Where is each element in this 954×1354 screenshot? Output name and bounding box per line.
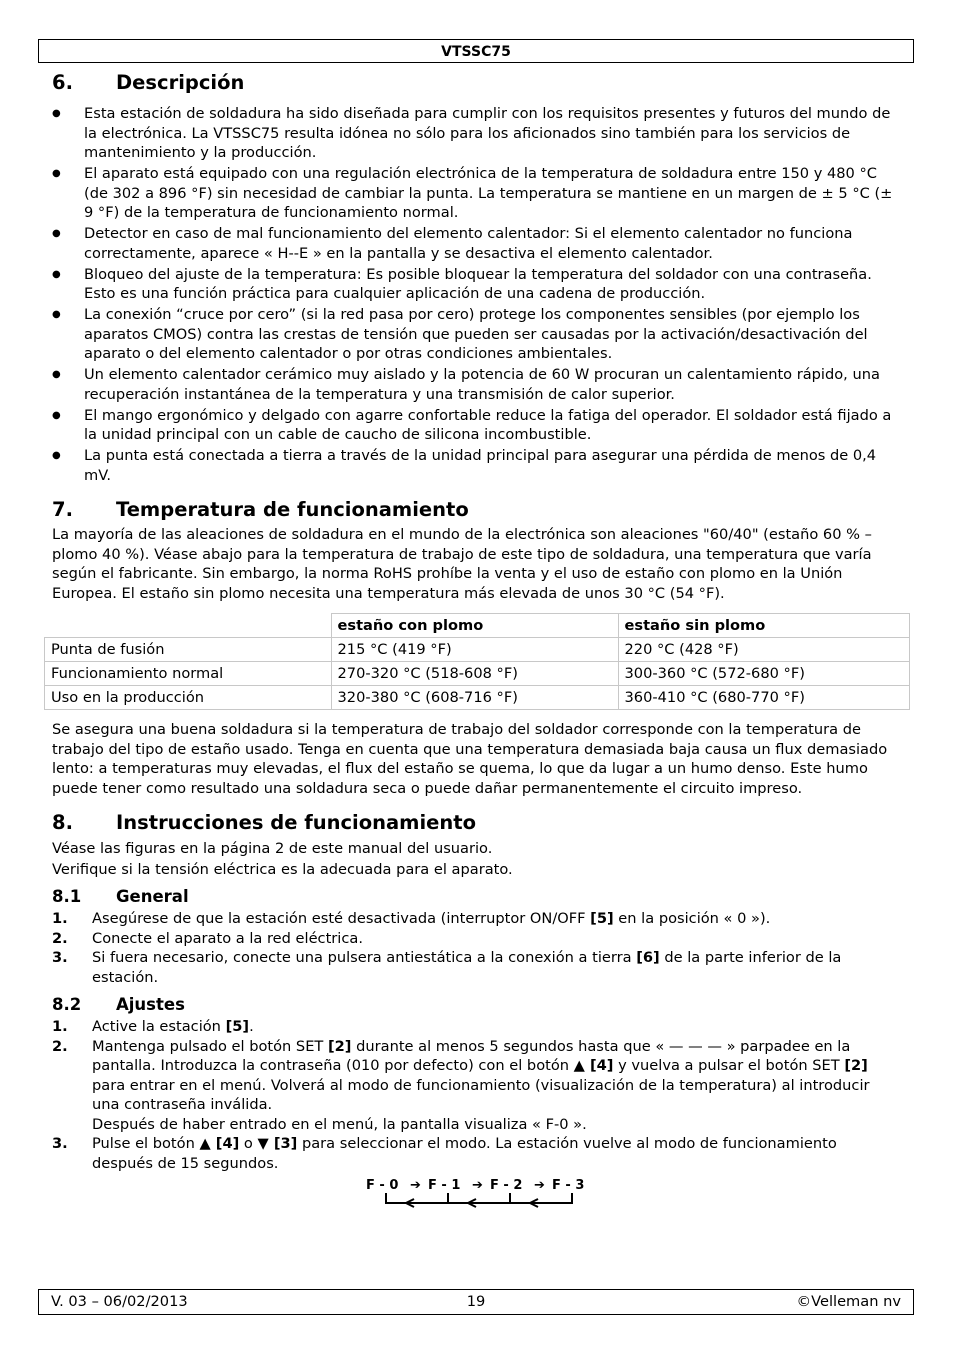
list-item: ● Esta estación de soldadura ha sido diseñada para cumplir con los requisitos presentes y futuros del mundo de la electrónica. La VTSSC75 resulta idónea no sólo para los aficionados sino también para los servicios de mantenimiento y la producción. <box>52 104 898 163</box>
step-number: 1. <box>52 910 68 927</box>
table-header-row <box>45 614 910 638</box>
list-item: ● Un elemento calentador cerámico muy aislado y la potencia de 60 W procuran un calentamiento rápido, una recuperación instantánea de la temperatura y una transmisión de calor superior. <box>52 365 898 404</box>
reference: [5] <box>225 1018 250 1035</box>
arrow-right-icon: ➔ <box>534 1178 545 1193</box>
description-list <box>52 104 898 485</box>
table-cell: Uso en la producción <box>45 686 332 710</box>
step-number: 2. <box>52 1037 68 1055</box>
table-row <box>45 638 910 662</box>
section-7-heading <box>52 495 898 525</box>
list-item <box>52 948 898 987</box>
section-6-heading <box>52 68 898 98</box>
subsection-title: General <box>116 887 189 906</box>
section-8-line-2: Verifique si la tensión eléctrica es la adecuada para el aparato. <box>52 860 513 878</box>
step-text: para entrar en el menú. Volverá al modo de funcionamiento (visualización de la temperatura) al introducir una contraseña inválida. <box>92 1076 870 1113</box>
list-item: ● La conexión “cruce por cero” (si la red pasa por cero) protege los componentes sensibles (por ejemplo los aparatos CMOS) contra las crestas de tensión que pueden ser causadas por la activación/desactivación del aparato o del elemento calentador o por otras condiciones ambientales. <box>52 305 898 364</box>
list-item <box>52 1134 898 1173</box>
table-cell: 360-410 °C (680-770 °F) <box>618 686 910 710</box>
section-title: Descripción <box>116 71 245 94</box>
reference: [5] <box>590 910 614 927</box>
section-7-intro: La mayoría de las aleaciones de soldadura en el mundo de la electrónica son aleaciones "60/40" (estaño 60 % – plomo 40 %). Véase abajo para la temperatura de trabajo de este tipo de soldadura, una temperatura que varía según el fabricante. Sin embargo, la norma RoHS prohíbe la venta y el uso de estaño con plomo en la Unión Europea. El estaño sin plomo necesita una temperatura más elevada de unos 30 °C (54 °F). <box>52 526 872 602</box>
header-model: VTSSC75 <box>441 44 511 60</box>
list-item <box>52 929 898 949</box>
reference: ▼ [3] <box>257 1135 298 1152</box>
section-title: Instrucciones de funcionamiento <box>116 811 476 834</box>
footer-page-number: 19 <box>466 1293 486 1310</box>
section-number: 7. <box>52 498 73 521</box>
temperature-table <box>44 613 910 710</box>
step-text: Pulse el botón <box>92 1135 200 1152</box>
step-text: Conecte el aparato a la red eléctrica. <box>92 929 363 947</box>
table-cell: 215 °C (419 °F) <box>331 638 618 662</box>
page-footer <box>38 1289 914 1315</box>
table-header-cell: estaño sin plomo <box>618 614 910 638</box>
step-text: y vuelva a pulsar el botón SET <box>613 1057 845 1074</box>
table-cell: Funcionamiento normal <box>45 662 332 686</box>
table-cell: 320-380 °C (608-716 °F) <box>331 686 618 710</box>
table-header-cell: estaño con plomo <box>331 614 618 638</box>
settings-steps <box>52 1017 898 1173</box>
footer-copyright: ©Velleman nv <box>796 1293 901 1310</box>
mode-label-f2: F - 2 <box>490 1178 523 1193</box>
reference: [2] <box>327 1037 352 1055</box>
section-8-line-1: Véase las figuras en la página 2 de este manual del usuario. <box>52 840 493 857</box>
section-number: 8. <box>52 811 73 834</box>
step-number: 3. <box>52 1135 68 1152</box>
section-8-heading <box>52 808 898 838</box>
footer-version: V. 03 – 06/02/2013 <box>51 1293 188 1310</box>
list-item <box>52 1037 898 1135</box>
return-line-base <box>386 1193 572 1203</box>
arrow-right-icon: ➔ <box>410 1178 421 1193</box>
step-text: para seleccionar el modo. La estación vuelve al modo de funcionamiento después de 15 segundos. <box>92 1135 837 1172</box>
mode-label-f3: F - 3 <box>552 1178 585 1193</box>
step-text: . <box>249 1018 254 1035</box>
list-item: ● Detector en caso de mal funcionamiento del elemento calentador: Si el elemento calentador no funciona correctamente, aparece « H--E » en la pantalla y se desactiva el elemento calentador. <box>52 224 898 263</box>
subsection-8-1-heading <box>52 885 898 909</box>
page-header <box>38 39 914 63</box>
table-cell: 270-320 °C (518-608 °F) <box>331 662 618 686</box>
step-text: en la posición « 0 »). <box>613 910 771 927</box>
table-cell: 220 °C (428 °F) <box>618 638 910 662</box>
mode-cycle-svg <box>352 1175 612 1215</box>
table-row <box>45 662 910 686</box>
step-number: 3. <box>52 949 68 966</box>
list-item: ● El aparato está equipado con una regulación electrónica de la temperatura de soldadura entre 150 y 480 °C (de 302 a 896 °F) sin necesidad de cambiar la punta. La temperatura se mantiene en un margen de ± 5 °C (± 9 °F) de la temperatura de funcionamiento normal. <box>52 164 898 223</box>
subsection-number: 8.1 <box>52 887 82 906</box>
reference: [2] <box>844 1057 868 1074</box>
step-text: Mantenga pulsado el botón SET <box>92 1037 328 1055</box>
step-text: durante al menos 5 segundos hasta que « — — — » parpadee en la pantalla. Introduzca la contraseña (010 por defecto) con el botón <box>92 1037 851 1074</box>
general-steps <box>52 909 898 987</box>
step-text: Active la estación <box>92 1018 226 1035</box>
section-7-outro: Se asegura una buena soldadura si la temperatura de trabajo del soldador corresponde con la temperatura de trabajo del tipo de estaño usado. Tenga en cuenta que una temperatura demasiada baja causa un flux demasiado lento: a temperaturas muy elevadas, el flux del estaño se quema, lo que da lugar a un humo denso. Este humo puede tener como resultado una soldadura seca o puede dañar permanentemente el circuito impreso. <box>52 721 888 797</box>
subsection-8-2-heading <box>52 993 898 1017</box>
mode-label-f1: F - 1 <box>428 1178 461 1193</box>
table-row <box>45 686 910 710</box>
section-title: Temperatura de funcionamiento <box>116 498 469 521</box>
reference: [6] <box>636 949 660 966</box>
list-item <box>52 1017 898 1037</box>
step-text: Asegúrese de que la estación esté desactivada (interruptor ON/OFF <box>92 910 591 927</box>
table-cell: 300-360 °C (572-680 °F) <box>618 662 910 686</box>
reference: ▲ [4] <box>199 1135 240 1152</box>
section-number: 6. <box>52 71 73 94</box>
list-item: ● El mango ergonómico y delgado con agarre confortable reduce la fatiga del operador. El soldador está fijado a la unidad principal con un cable de caucho de silicona incombustible. <box>52 406 898 445</box>
mode-label-f0: F - 0 <box>366 1178 399 1193</box>
step-text: Después de haber entrado en el menú, la pantalla visualiza « F-0 ». <box>92 1115 587 1133</box>
reference: ▲ [4] <box>573 1057 614 1074</box>
subsection-title: Ajustes <box>116 995 185 1014</box>
step-text: de la parte inferior de la estación. <box>92 949 842 986</box>
return-arrow-lines <box>386 1193 572 1207</box>
arrow-right-icon: ➔ <box>472 1178 483 1193</box>
table-header-cell <box>45 614 332 638</box>
table-cell: Punta de fusión <box>45 638 332 662</box>
list-item: ● La punta está conectada a tierra a través de la unidad principal para asegurar una pérdida de menos de 0,4 mV. <box>52 446 898 485</box>
mode-cycle-diagram <box>52 1175 898 1215</box>
step-number: 2. <box>52 929 68 947</box>
page-content <box>52 68 898 1215</box>
subsection-number: 8.2 <box>52 995 82 1014</box>
list-item: ● Bloqueo del ajuste de la temperatura: Es posible bloquear la temperatura del soldador con una contraseña. Esto es una función práctica para cualquier aplicación de una cadena de producción. <box>52 265 898 304</box>
step-text: Si fuera necesario, conecte una pulsera antiestática a la conexión a tierra <box>92 949 637 966</box>
list-item <box>52 909 898 929</box>
step-text: o <box>239 1135 258 1152</box>
step-number: 1. <box>52 1018 68 1035</box>
return-line-f3 <box>386 1193 572 1203</box>
